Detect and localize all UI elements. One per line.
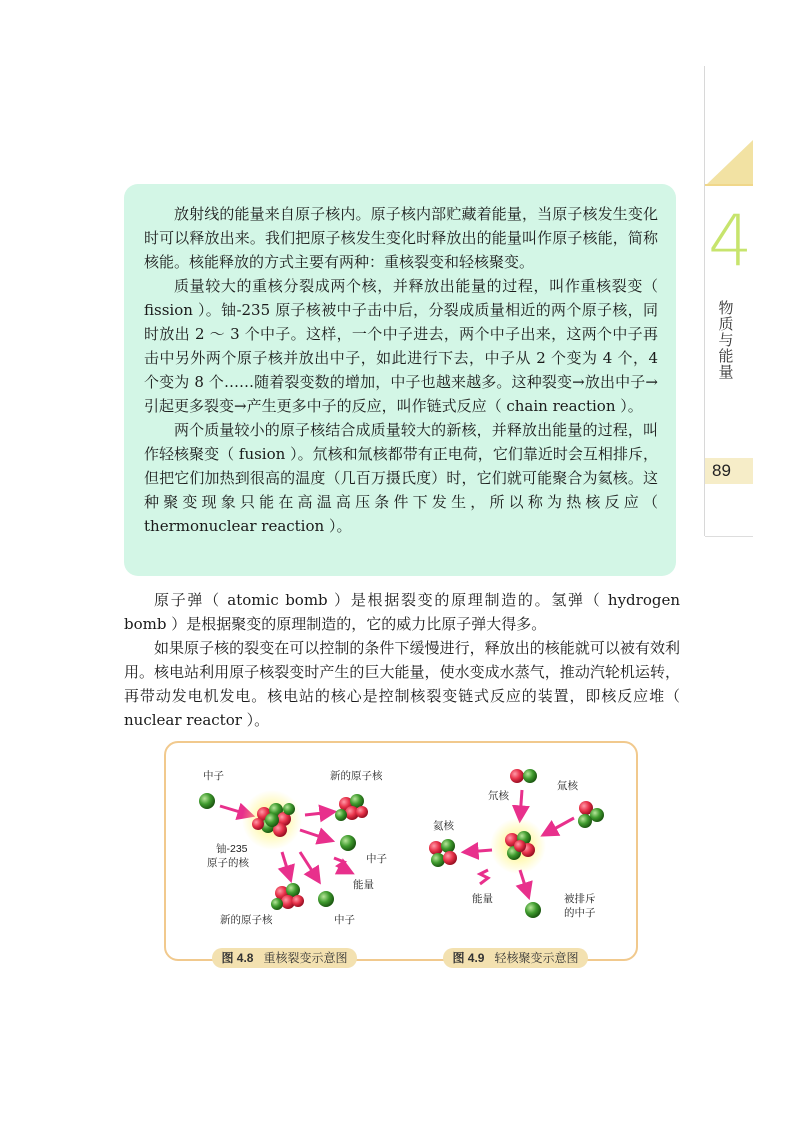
- label-u235-line1: 铀-235: [216, 843, 248, 855]
- label-new-nucleus-bottom: 新的原子核: [220, 914, 273, 926]
- label-neutron-bottom: 中子: [334, 914, 355, 926]
- info-paragraph: 两个质量较小的原子核结合成质量较大的新核，并释放出能量的过程，叫作轻核聚变（ fusion ）。氘核和氚核都带有正电荷，它们靠近时会互相排斥，但把它们加热到很高的温度（几百万摄氏度）时，它们就可能聚合为氦核。这种聚变现象只能在高温高压条件下发生，所以称为热核反应（ thermonuclear reaction ）。: [144, 421, 658, 535]
- arrow-to-ejected-neutron: [520, 870, 528, 895]
- body-paragraph: 如果原子核的裂变在可以控制的条件下缓慢进行，释放出的核能就可以被有效利用。核电站利用原子核裂变时产生的巨大能量，使水变成水蒸气，推动汽轮机运转，再带动发电机发电。核电站的核心是控制核裂变链式反应的装置，即核反应堆（ nuclear reactor ）。: [124, 639, 680, 729]
- caption-fission: [212, 948, 357, 968]
- deuterium-nucleus: [510, 769, 537, 783]
- label-helium: 氦核: [433, 820, 454, 832]
- arrow-to-new-nucleus-top: [305, 812, 332, 815]
- label-ejected-line2: 的中子: [564, 907, 596, 919]
- chapter-title-char: 与: [718, 331, 734, 349]
- arrow-to-new-nucleus-bottom: [282, 852, 290, 878]
- arrow-deuterium: [520, 790, 522, 818]
- label-ejected-line1: 被排斥: [564, 893, 596, 905]
- fusion-center: [490, 818, 546, 874]
- label-energy-fusion: 能量: [472, 893, 493, 905]
- arrow-to-neutron-bottom: [300, 852, 318, 880]
- arrow-tritium: [545, 818, 574, 834]
- chapter-title-char: 量: [718, 363, 734, 381]
- label-energy-fission: 能量: [353, 879, 374, 891]
- caption-fusion: [443, 948, 588, 968]
- info-paragraph: 放射线的能量来自原子核内。原子核内部贮藏着能量，当原子核发生变化时可以释放出来。我们把原子核发生变化时释放出的能量叫作原子核能，简称核能。核能释放的方式主要有两种：重核裂变和轻核聚变。: [144, 205, 658, 271]
- caption-fission-text: 重核裂变示意图: [263, 951, 348, 965]
- new-nucleus-top: [335, 794, 368, 821]
- chapter-number: 4: [708, 200, 753, 282]
- info-paragraph: 质量较大的重核分裂成两个核，并释放出能量的过程，叫作重核裂变（ fission ）。铀-235 原子核被中子击中后，分裂成质量相近的两个原子核，同时放出 2 ～ 3 个中子。这样，一个中子进去，两个中子出来，这两个中子再击中另外两个原子核并放出中子，如此进行下去，中子从 2 个变为 4 个，4 个变为 8 个……随着裂变数的增加，中子也越来越多。这种裂变→放出中子→引起更多裂变→产生更多中子的反应，叫作链式反应（ chain reaction ）。: [144, 277, 658, 415]
- label-neutron-right: 中子: [366, 853, 387, 865]
- label-u235-line2: 原子的核: [207, 857, 249, 869]
- energy-zigzag-fusion: [480, 870, 488, 884]
- helium-nucleus: [429, 839, 457, 867]
- caption-fusion-number: 图 4.9: [452, 951, 485, 965]
- neutron-right: [340, 835, 356, 851]
- chapter-title-char: 质: [718, 315, 734, 333]
- label-neutron-in: 中子: [203, 770, 224, 782]
- page-number: 89: [712, 461, 731, 480]
- energy-zigzag-fission: [334, 858, 350, 872]
- neutron-bottom: [318, 891, 334, 907]
- caption-fusion-text: 轻核聚变示意图: [494, 951, 579, 965]
- new-nucleus-bottom: [271, 883, 304, 910]
- arrow-to-helium: [466, 850, 492, 852]
- tritium-nucleus: [578, 801, 604, 828]
- ejected-neutron: [525, 902, 541, 918]
- label-deuterium: 氘核: [488, 790, 509, 802]
- incoming-neutron: [199, 793, 215, 809]
- chapter-title-char: 物: [718, 299, 734, 317]
- u235-nucleus: [242, 790, 302, 850]
- body-paragraph: 原子弹（ atomic bomb ）是根据裂变的原理制造的。氢弹（ hydrogen bomb ）是根据聚变的原理制造的，它的威力比原子弹大得多。: [124, 591, 680, 633]
- label-new-nucleus-top: 新的原子核: [330, 770, 383, 782]
- arrow-to-neutron-right: [300, 830, 330, 840]
- caption-fission-number: 图 4.8: [221, 951, 254, 965]
- label-tritium: 氚核: [557, 780, 578, 792]
- chapter-title-char: 能: [718, 347, 734, 365]
